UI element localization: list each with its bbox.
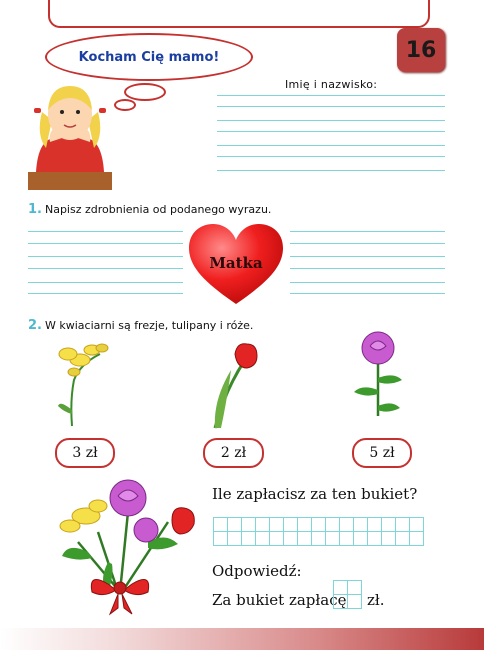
task-1-text: Napisz zdrobnienia od podanego wyrazu. [44, 203, 272, 216]
task-1-number: 1. [28, 202, 42, 217]
thought-puff-small [114, 99, 136, 111]
answer-line-left[interactable] [28, 256, 183, 257]
page-number-badge: 16 [397, 28, 445, 72]
task-2-number: 2. [28, 318, 42, 333]
name-line [217, 131, 445, 132]
task-2-text: W kwiaciarni są frezje, tulipany i róże. [44, 319, 254, 332]
answer-line-left [28, 243, 183, 244]
answer-line-right [290, 293, 445, 294]
calculation-grid[interactable] [213, 517, 424, 546]
freesia-icon [50, 340, 116, 428]
bouquet-icon [48, 472, 208, 617]
answer-line-left [28, 293, 183, 294]
answer-line-right[interactable] [290, 282, 445, 283]
task-1-instruction [28, 202, 271, 217]
answer-prefix: Za bukiet zapłacę [212, 591, 347, 609]
name-line [217, 156, 445, 157]
name-line[interactable] [217, 145, 445, 146]
price-tag-freesia: 3 zł [55, 438, 115, 468]
name-label: Imię i nazwisko: [285, 78, 378, 91]
heart-word: Matka [209, 254, 263, 272]
answer-line-right[interactable] [290, 256, 445, 257]
bottom-gradient-bar [0, 628, 484, 650]
price-tag-rose: 5 zł [352, 438, 412, 468]
answer-line-left[interactable] [28, 231, 183, 232]
speech-bubble: Kocham Cię mamo! [45, 33, 253, 81]
name-line[interactable] [217, 120, 445, 121]
answer-box[interactable] [333, 580, 362, 609]
answer-line-left [28, 268, 183, 269]
answer-line-right [290, 243, 445, 244]
answer-line-left[interactable] [28, 282, 183, 283]
name-line [217, 170, 445, 171]
heart-icon [187, 222, 285, 306]
answer-line-right [290, 268, 445, 269]
task-2-instruction [28, 318, 253, 333]
thought-puff-large [124, 83, 166, 101]
answer-label: Odpowiedź: [212, 562, 302, 580]
top-frame [48, 0, 430, 28]
answer-line-right[interactable] [290, 231, 445, 232]
task-2-question: Ile zapłacisz za ten bukiet? [212, 485, 418, 503]
name-line [217, 106, 445, 107]
girl-illustration [28, 80, 112, 190]
name-line[interactable] [217, 95, 445, 96]
price-tag-tulip: 2 zł [203, 438, 264, 468]
rose-icon [348, 328, 408, 420]
answer-suffix: zł. [367, 591, 385, 609]
tulip-icon [205, 340, 265, 430]
